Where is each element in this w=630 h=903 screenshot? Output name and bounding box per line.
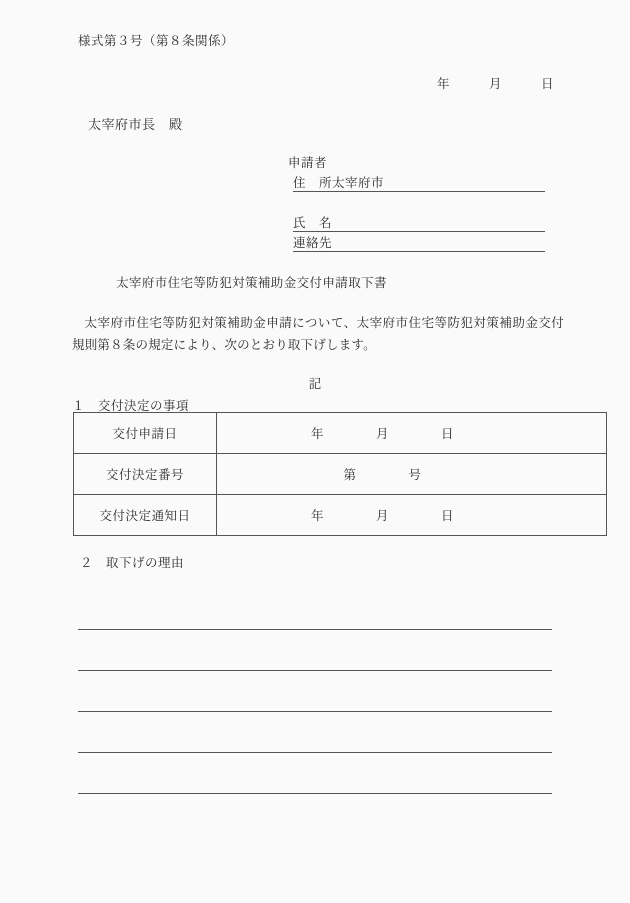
- applicant-address-value: 太宰府市: [332, 175, 385, 190]
- date-line: 年 月 日: [437, 76, 555, 91]
- document-title: 太宰府市住宅等防犯対策補助金交付申請取下書: [116, 275, 387, 290]
- section-2-heading: ２ 取下げの理由: [80, 555, 185, 570]
- table-cell-value[interactable]: 第 号: [217, 454, 607, 495]
- body-paragraph: 太宰府市住宅等防犯対策補助金申請について、太宰府市住宅等防犯対策補助金交付規則第８条の規定により、次のとおり取下げします。: [72, 315, 564, 352]
- grant-decision-table: [73, 412, 607, 536]
- ki-mark: 記: [308, 376, 322, 391]
- table-row: [74, 495, 607, 536]
- applicant-address-field[interactable]: [293, 173, 545, 192]
- table-cell-label: 交付決定番号: [74, 454, 217, 495]
- form-code: 様式第３号（第８条関係）: [78, 33, 235, 48]
- reason-line[interactable]: [78, 589, 552, 630]
- table-cell-value[interactable]: 年 月 日: [217, 413, 607, 454]
- applicant-heading: 申請者: [288, 155, 328, 170]
- reason-line[interactable]: [78, 630, 552, 671]
- applicant-address-label: 住 所: [293, 175, 333, 190]
- addressee-line: 太宰府市長 殿: [88, 118, 183, 133]
- table-row: [74, 413, 607, 454]
- table-row: [74, 454, 607, 495]
- reason-line[interactable]: [78, 712, 552, 753]
- applicant-name-label: 氏 名: [293, 215, 333, 230]
- applicant-contact-field[interactable]: [293, 233, 545, 252]
- applicant-contact-label: 連絡先: [293, 235, 333, 250]
- table-cell-value[interactable]: 年 月 日: [217, 495, 607, 536]
- table-cell-label: 交付申請日: [74, 413, 217, 454]
- reason-line[interactable]: [78, 671, 552, 712]
- reason-line[interactable]: [78, 753, 552, 794]
- reason-writing-area[interactable]: [78, 589, 552, 794]
- applicant-name-field[interactable]: [293, 213, 545, 232]
- table-cell-label: 交付決定通知日: [74, 495, 217, 536]
- section-1-heading: １ 交付決定の事項: [72, 398, 190, 413]
